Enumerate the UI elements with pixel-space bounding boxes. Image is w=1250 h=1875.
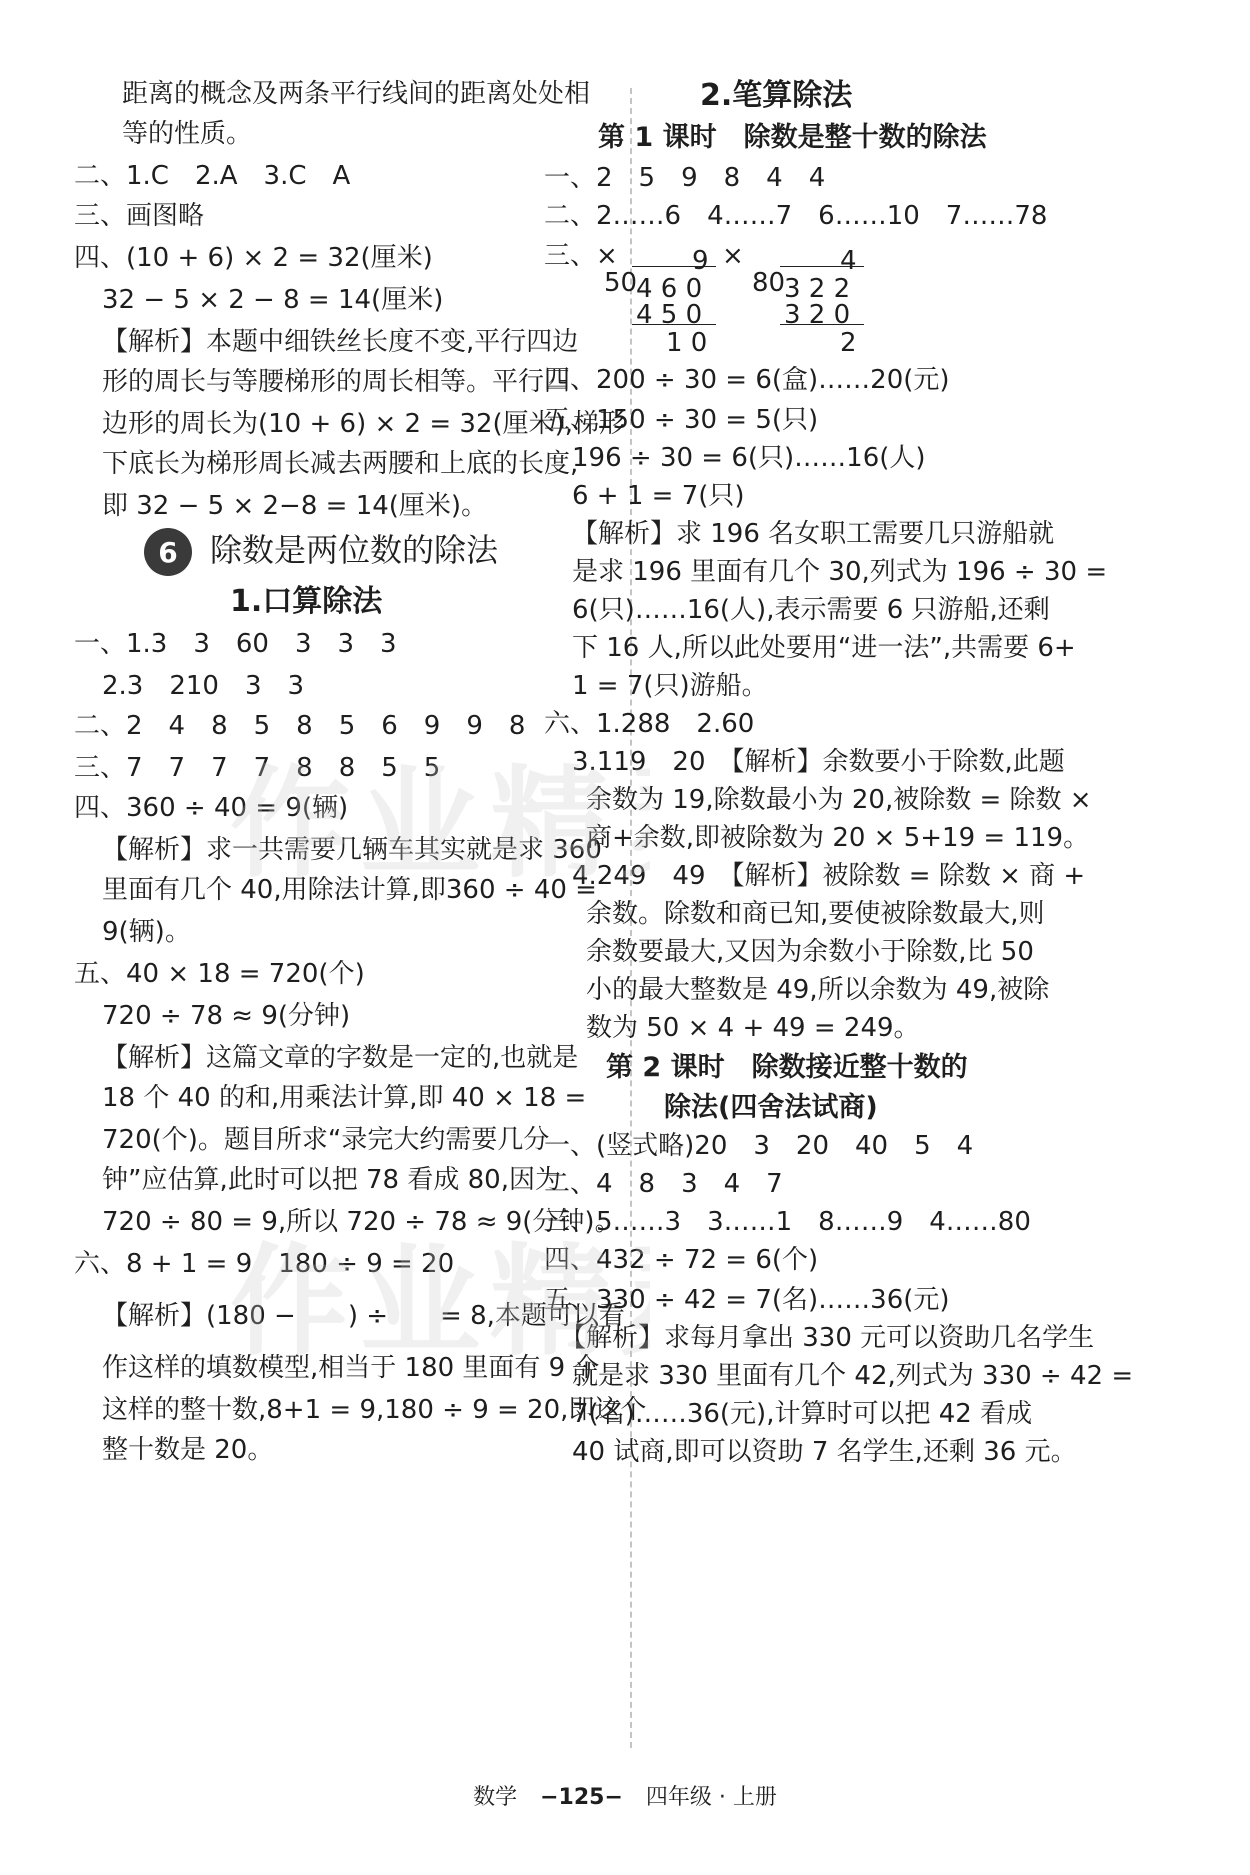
lesson-title: 第 2 课时 除数接近整十数的 [606,1052,968,1083]
answer-line: 3.119 20 【解析】余数要小于除数,此题 [572,747,1065,777]
answer-line: 32 − 5 × 2 − 8 = 14(厘米) [102,285,444,315]
analysis-line: 作这样的填数模型,相当于 180 里面有 9 个 [102,1353,600,1383]
long-division-2 [752,244,868,358]
answer-line: 一、(竖式略)20 3 20 40 5 4 [544,1131,974,1161]
divisor: 50 [604,268,638,298]
analysis-line: 【解析】这篇文章的字数是一定的,也就是 [102,1043,579,1073]
analysis-line: 小的最大整数是 49,所以余数为 49,被除 [586,975,1050,1005]
subtrahend: 3 2 0 [784,300,851,330]
answer-line: 二、2 4 8 5 8 5 6 9 9 8 [74,711,526,741]
analysis-line: 形的周长与等腰梯形的周长相等。平行四 [102,367,571,397]
long-division-1 [604,244,720,358]
answer-line: 4.249 49 【解析】被除数 = 除数 × 商 + [572,861,1086,891]
answer-line: 6 + 1 = 7(只) [572,481,745,511]
watermark [230,750,650,919]
analysis-line: 钟”应估算,此时可以把 78 看成 80,因为 [102,1165,561,1195]
answer-line: 六、8 + 1 = 9 180 ÷ 9 = 20 [74,1249,455,1279]
watermark-graphic [230,750,650,890]
answer-line: 三、5……3 3……1 8……9 4……80 [544,1207,1031,1237]
analysis-line: 商+余数,即被除数为 20 × 5+19 = 119。 [586,823,1090,853]
footer-grade: 四年级 · 上册 [645,1785,777,1810]
section-title: 1.口算除法 [230,584,383,619]
analysis-line: 里面有几个 40,用除法计算,即360 ÷ 40 = [102,875,597,905]
quotient: 9 [692,246,709,276]
unit-number-badge: 6 [144,528,192,576]
answer-line: 四、200 ÷ 30 = 6(盒)……20(元) [544,365,950,395]
text-line: 等的性质。 [122,119,253,149]
analysis-line: 9(辆)。 [102,917,191,947]
answer-line: 一、1.3 3 60 3 3 3 [74,629,397,659]
answer-line: 五、40 × 18 = 720(个) [74,959,365,989]
analysis-line: 是求 196 里面有几个 30,列式为 196 ÷ 30 = [572,557,1108,587]
svg-text:作业精灵: 作业精 [230,1233,620,1368]
remainder: 1 0 [666,328,708,358]
division-bar [780,266,864,267]
analysis-line: 就是求 330 里面有几个 42,列式为 330 ÷ 42 = [572,1361,1134,1391]
dividend: 3 2 2 [784,274,851,304]
answer-line: 二、1.C 2.A 3.C A [74,161,351,191]
answer-line: 一、2 5 9 8 4 4 [544,163,826,193]
answer-line: 四、(10 + 6) × 2 = 32(厘米) [74,243,433,273]
footer-subject: 数学 [473,1785,518,1810]
answer-line: 2.3 210 3 3 [102,671,305,701]
analysis-line: 整十数是 20。 [102,1435,274,1465]
analysis-line: 余数要最大,又因为余数小于除数,比 50 [586,937,1034,967]
division-bar [632,266,716,267]
answer-line: 三、× [544,241,618,271]
svg-text:作业精灵: 作业精 [230,755,620,890]
unit-title: 除数是两位数的除法 [210,531,499,569]
page-number: −125− [540,1785,623,1810]
answer-line: 二、2……6 4……7 6……10 7……78 [544,201,1048,231]
lesson-title: 第 1 课时 除数是整十数的除法 [598,122,987,153]
divisor: 80 [752,268,786,298]
analysis-line: 【解析】本题中细铁丝长度不变,平行四边 [102,327,579,357]
analysis-line: 余数。除数和商已知,要使被除数最大,则 [586,899,1045,929]
subtraction-line [780,324,864,325]
analysis-line: 下底长为梯形周长减去两腰和上底的长度, [102,449,579,479]
watermark [230,1228,650,1397]
answer-line: 三、7 7 7 7 8 8 5 5 [74,753,441,783]
section-title: 2.笔算除法 [700,78,853,113]
answer-line: 四、360 ÷ 40 = 9(辆) [74,793,349,823]
analysis-line: 18 个 40 的和,用乘法计算,即 40 × 18 = [102,1083,587,1113]
analysis-line: 6(只)……16(人),表示需要 6 只游船,还剩 [572,595,1050,625]
analysis-line: 【解析】(180 − ) ÷ = 8,本题可以看 [102,1301,625,1331]
lesson-title: 除法(四舍法试商) [664,1092,878,1123]
subtraction-line [632,324,716,325]
analysis-line: 下 16 人,所以此处要用“进一法”,共需要 6+ [572,633,1076,663]
analysis-line: 1 = 7(只)游船。 [572,671,768,701]
answer-line: 五、150 ÷ 30 = 5(只) [544,405,819,435]
analysis-line: 【解析】求每月拿出 330 元可以资助几名学生 [560,1323,1095,1353]
analysis-line: 【解析】求一共需要几辆车其实就是求 360 [102,835,602,865]
answer-line: 二、4 8 3 4 7 [544,1169,783,1199]
answer-line: 三、画图略 [74,201,205,231]
analysis-line: 720(个)。题目所求“录完大约需要几分 [102,1125,550,1155]
analysis-line: 数为 50 × 4 + 49 = 249。 [586,1013,920,1043]
dividend: 4 6 0 [636,274,703,304]
subtrahend: 4 5 0 [636,300,703,330]
page-footer [0,1780,1250,1811]
answer-line: 五、330 ÷ 42 = 7(名)……36(元) [544,1285,950,1315]
cross-mark: × [722,241,744,271]
answer-line: 196 ÷ 30 = 6(只)……16(人) [572,443,926,473]
analysis-line: 这样的整十数,8+1 = 9,180 ÷ 9 = 20,即这个 [102,1395,647,1425]
analysis-line: 即 32 − 5 × 2−8 = 14(厘米)。 [102,491,488,521]
analysis-line: 边形的周长为(10 + 6) × 2 = 32(厘米),梯形 [102,409,626,439]
analysis-line: 【解析】求 196 名女职工需要几只游船就 [572,519,1055,549]
analysis-line: 余数为 19,除数最小为 20,被除数 = 除数 × [586,785,1092,815]
answer-line: 720 ÷ 78 ≈ 9(分钟) [102,1001,351,1031]
analysis-line: 720 ÷ 80 = 9,所以 720 ÷ 78 ≈ 9(分钟)。 [102,1207,621,1237]
text-line: 距离的概念及两条平行线间的距离处处相 [122,79,591,109]
analysis-line: 40 试商,即可以资助 7 名学生,还剩 36 元。 [572,1437,1077,1467]
answer-line: 四、432 ÷ 72 = 6(个) [544,1245,819,1275]
answer-line: 六、1.288 2.60 [544,709,755,739]
watermark-graphic [230,1228,650,1368]
remainder: 2 [840,328,857,358]
quotient: 4 [840,246,857,276]
analysis-line: 7(名)……36(元),计算时可以把 42 看成 [572,1399,1033,1429]
